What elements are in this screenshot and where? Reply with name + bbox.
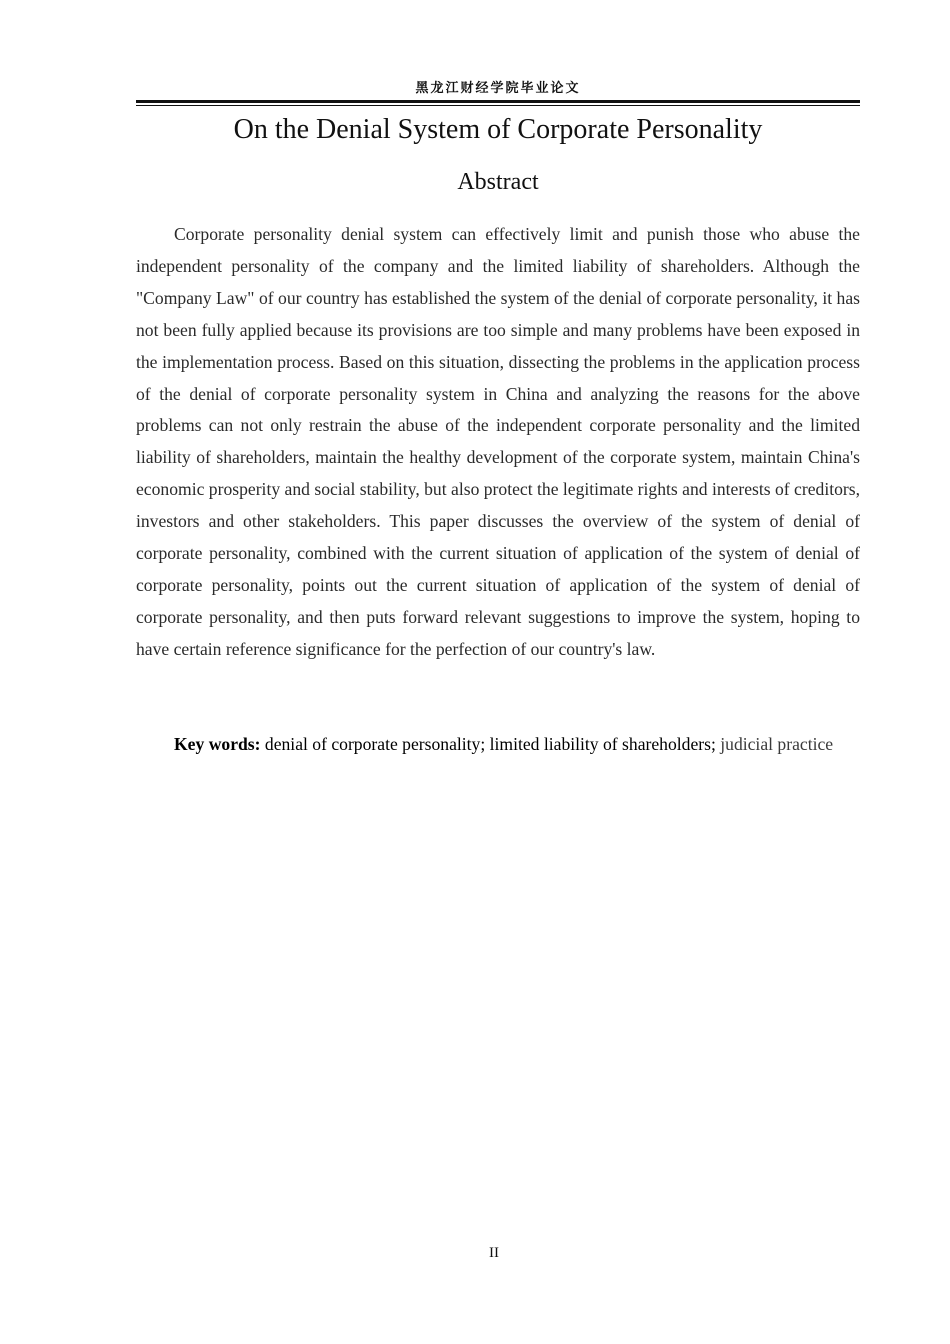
header-rule-thin	[136, 105, 860, 106]
keywords-terms: denial of corporate personality; limited liability of shareholders;	[260, 734, 716, 754]
document-title: On the Denial System of Corporate Personality	[233, 114, 763, 145]
abstract-paragraph: Corporate personality denial system can effectively limit and punish those who abuse the independent personality of the company and the limited liability of shareholders. Although the "Company Law" of our country has established the system of the denial of corporate personality, it has not been fully applied because its provisions are too simple and many problems have been exposed in the implementation process. Based on this situation, dissecting the problems in the application process of the denial of corporate personality system in China and analyzing the reasons for the above problems can not only restrain the abuse of the independent corporate personality and the limited liability of shareholders, maintain the healthy development of the corporate system, maintain China's economic prosperity and social stability, but also protect the legitimate rights and interests of creditors, investors and other stakeholders. This paper discusses the overview of the system of denial of corporate personality, combined with the current situation of application of the system of denial of corporate personality, points out the current situation of application of the system of denial of corporate personality, and then puts forward relevant suggestions to improve the system, hoping to have certain reference significance for the perfection of our country's law.	[136, 224, 860, 659]
keywords-label: Key words:	[174, 734, 261, 754]
page-number: II	[489, 1245, 499, 1261]
keywords-terms-tail: judicial practice	[715, 734, 834, 754]
running-header: 黑龙江财经学院毕业论文	[415, 81, 581, 96]
keywords-line	[136, 729, 860, 761]
abstract-heading: Abstract	[457, 169, 539, 195]
header-rule-thick	[136, 100, 860, 103]
